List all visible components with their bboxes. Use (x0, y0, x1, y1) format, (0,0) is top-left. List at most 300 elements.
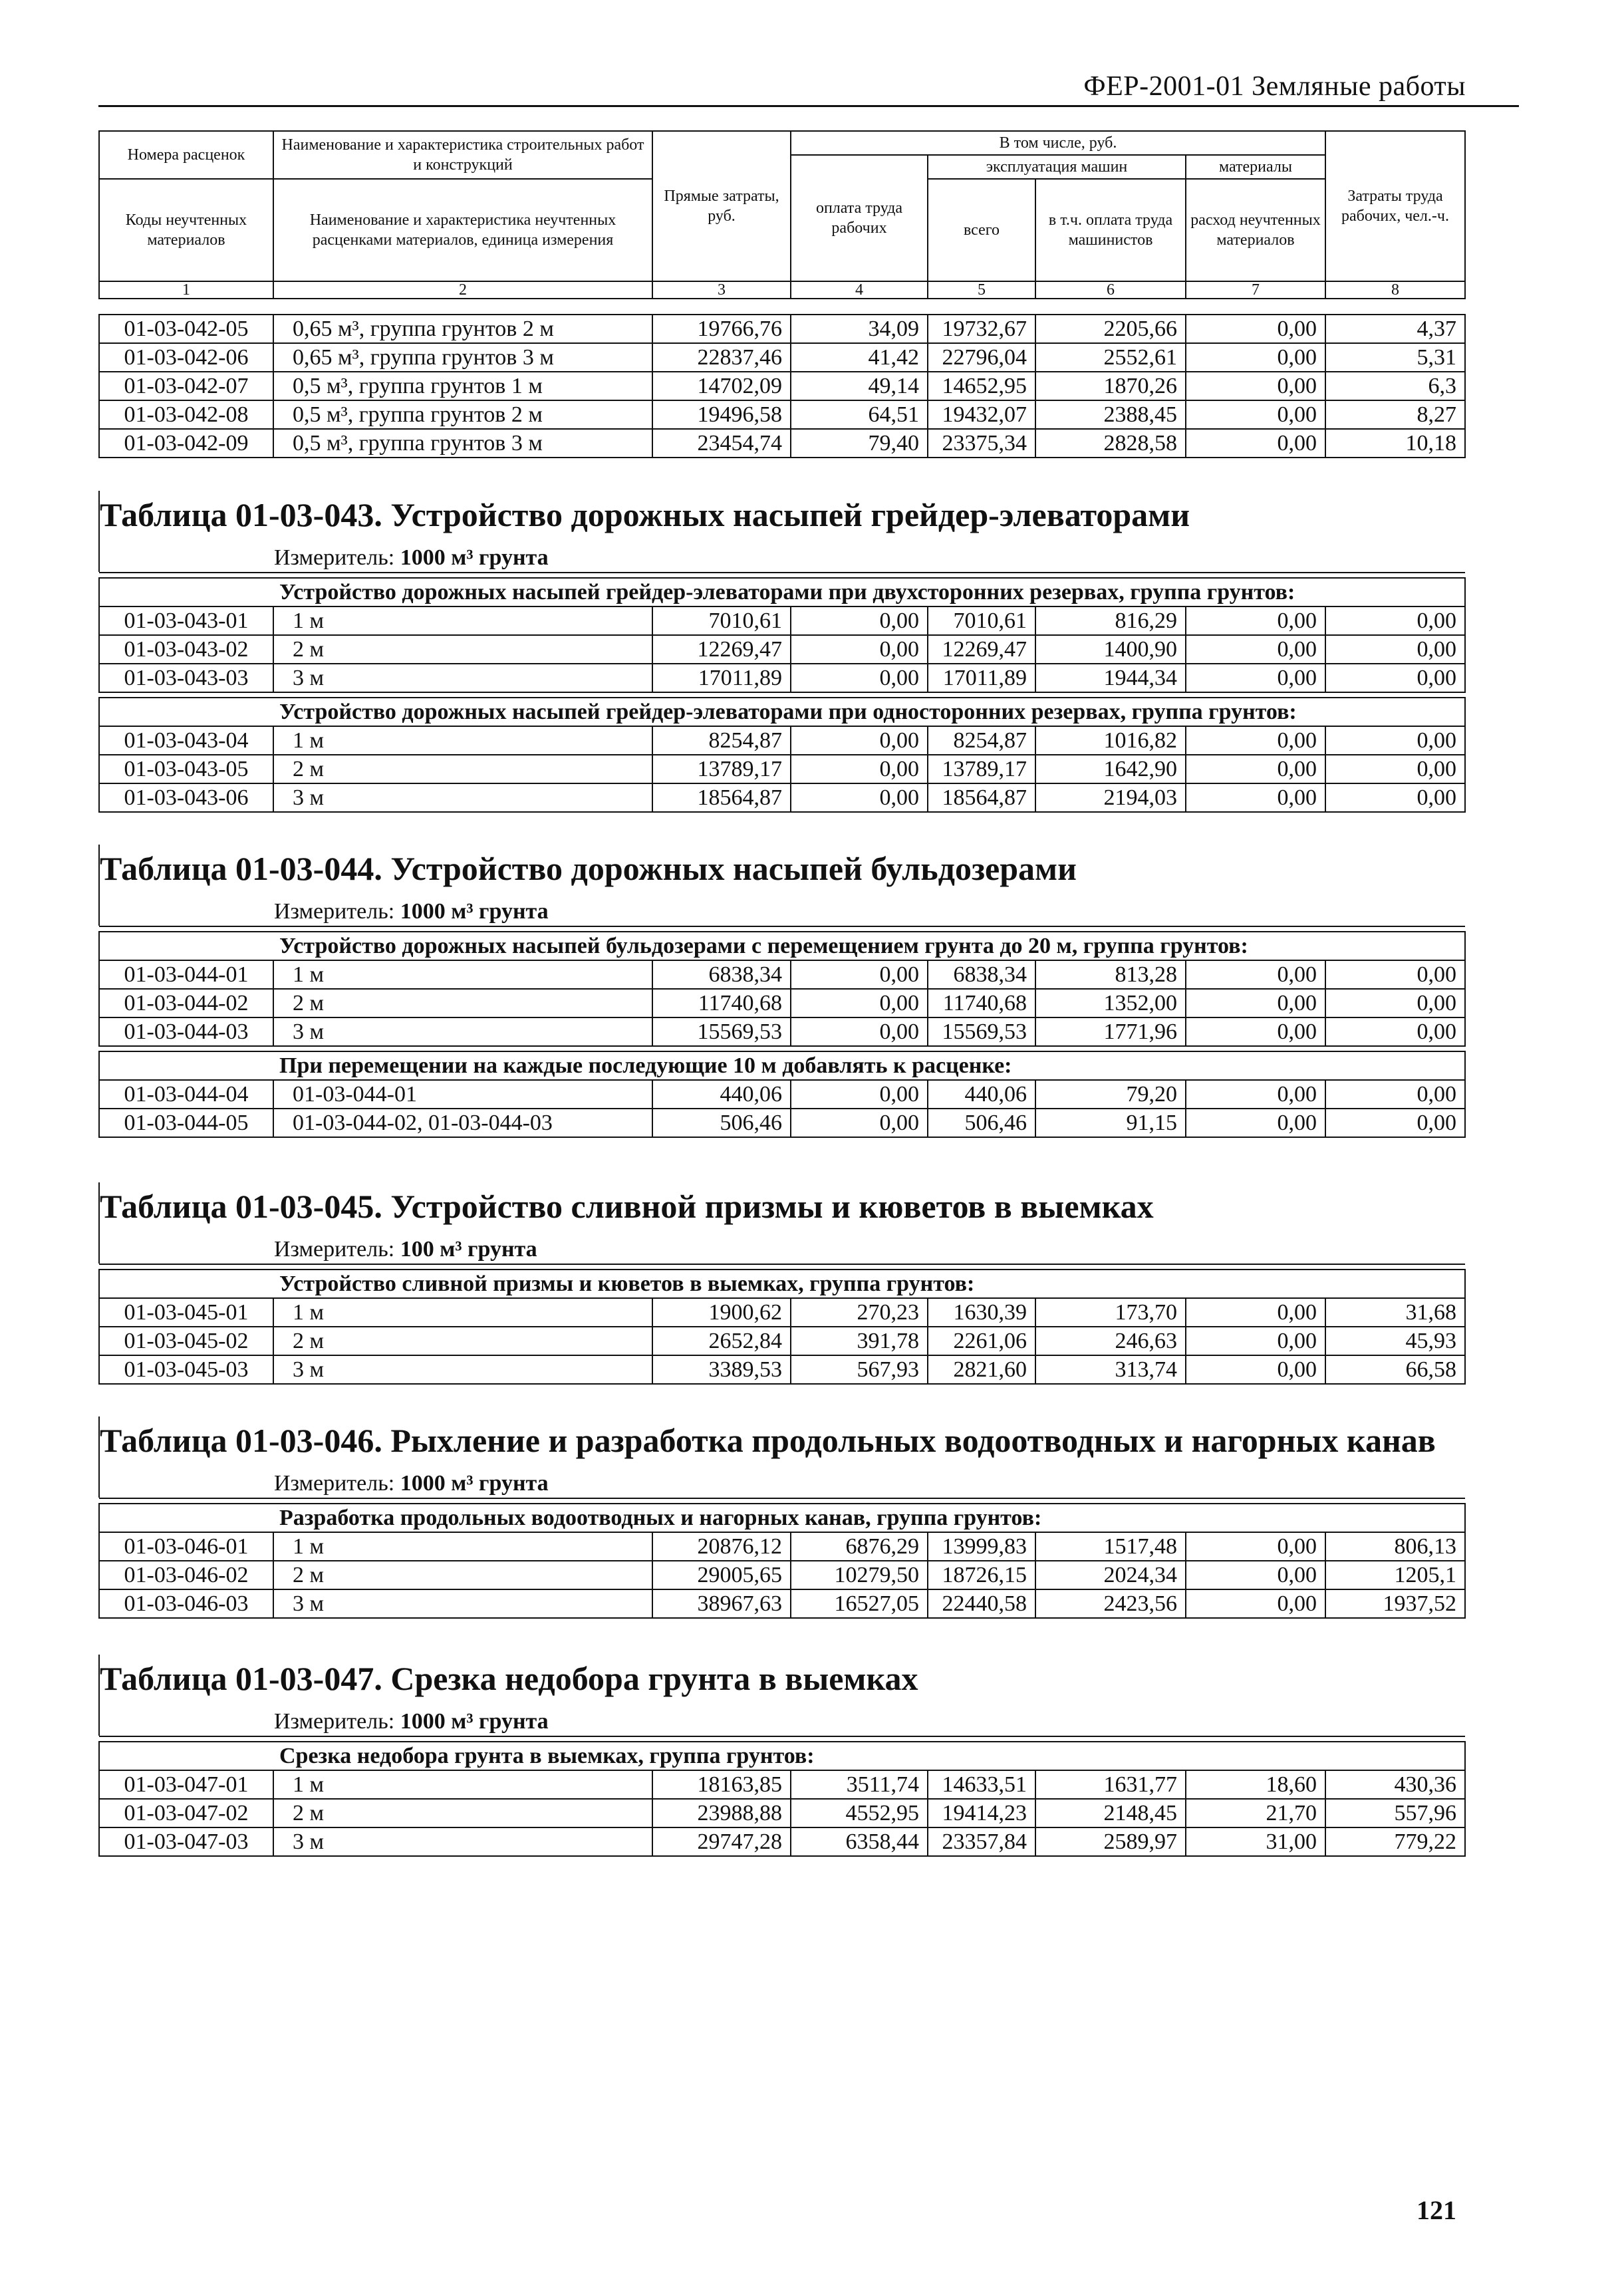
table-row (99, 315, 1465, 343)
rate-value: 18564,87 (652, 783, 791, 812)
rate-value: 0,00 (1325, 664, 1465, 692)
table-title: Таблица 01-03-044. Устройство дорожных насыпей бульдозерами (98, 845, 1464, 892)
rate-value: 5,31 (1325, 343, 1465, 372)
header-col7: расход неучтенных материалов (1186, 179, 1325, 281)
rate-value: 1870,26 (1035, 372, 1186, 400)
rate-value: 23454,74 (652, 429, 791, 458)
header-materials: материалы (1186, 155, 1325, 179)
table-row (99, 755, 1465, 783)
rate-table (98, 926, 1466, 1138)
rate-value: 567,93 (791, 1355, 928, 1384)
rate-code: 01-03-042-08 (99, 400, 273, 429)
rate-value: 0,00 (1186, 400, 1325, 429)
rate-value: 6876,29 (791, 1532, 928, 1561)
rate-value: 41,42 (791, 343, 928, 372)
rate-value: 1205,1 (1325, 1561, 1465, 1589)
rate-table-block (98, 1416, 1464, 1619)
section-rule (99, 1498, 1465, 1504)
rate-name: 1 м (273, 606, 652, 635)
rate-value: 0,00 (791, 1017, 928, 1046)
rate-name: 2 м (273, 1561, 652, 1589)
column-number-row (99, 281, 1465, 299)
rate-value: 6838,34 (928, 960, 1035, 989)
section-header-row (99, 1051, 1465, 1080)
rate-value: 29005,65 (652, 1561, 791, 1589)
section-rule (99, 926, 1465, 932)
rate-code: 01-03-042-09 (99, 429, 273, 458)
top-rows-table (98, 314, 1466, 458)
rate-name: 0,5 м³, группа грунтов 3 м (273, 429, 652, 458)
rate-value: 1352,00 (1035, 989, 1186, 1017)
rate-value: 1016,82 (1035, 726, 1186, 755)
rate-table-block (98, 1182, 1464, 1385)
rate-value: 1771,96 (1035, 1017, 1186, 1046)
rate-value: 22796,04 (928, 343, 1035, 372)
rate-code: 01-03-046-03 (99, 1589, 273, 1618)
rate-value: 816,29 (1035, 606, 1186, 635)
table-row (99, 664, 1465, 692)
rate-value: 38967,63 (652, 1589, 791, 1618)
rate-value: 0,00 (1186, 1327, 1325, 1355)
rate-value: 1517,48 (1035, 1532, 1186, 1561)
rate-code: 01-03-042-06 (99, 343, 273, 372)
rate-code: 01-03-046-01 (99, 1532, 273, 1561)
rate-code: 01-03-044-03 (99, 1017, 273, 1046)
rate-value: 19732,67 (928, 315, 1035, 343)
rate-value: 430,36 (1325, 1770, 1465, 1799)
rate-code: 01-03-044-01 (99, 960, 273, 989)
rate-value: 15569,53 (652, 1017, 791, 1046)
rate-value: 1631,77 (1035, 1770, 1186, 1799)
rate-value: 2423,56 (1035, 1589, 1186, 1618)
rate-value: 8,27 (1325, 400, 1465, 429)
rate-value: 79,40 (791, 429, 928, 458)
rate-code: 01-03-043-04 (99, 726, 273, 755)
rate-value: 0,00 (1186, 783, 1325, 812)
rate-value: 506,46 (652, 1109, 791, 1137)
rate-table (98, 1498, 1466, 1619)
rate-value: 7010,61 (652, 606, 791, 635)
table-title: Таблица 01-03-047. Срезка недобора грунта в выемках (98, 1655, 1464, 1702)
rate-value: 391,78 (791, 1327, 928, 1355)
rate-value: 0,00 (791, 783, 928, 812)
meter-label: Измеритель: (274, 899, 395, 924)
rate-value: 1642,90 (1035, 755, 1186, 783)
rate-value: 16527,05 (791, 1589, 928, 1618)
rate-value: 3511,74 (791, 1770, 928, 1799)
rate-name: 01-03-044-01 (273, 1080, 652, 1109)
rate-code: 01-03-046-02 (99, 1561, 273, 1589)
rate-value: 0,00 (1186, 960, 1325, 989)
column-number: 8 (1325, 281, 1465, 299)
table-row (99, 1298, 1465, 1327)
rate-value: 19766,76 (652, 315, 791, 343)
rate-code: 01-03-042-07 (99, 372, 273, 400)
table-row (99, 1589, 1465, 1618)
rate-value: 0,00 (1186, 755, 1325, 783)
section-header-row (99, 698, 1465, 726)
table-row (99, 1799, 1465, 1827)
rate-value: 0,00 (1325, 726, 1465, 755)
rate-value: 7010,61 (928, 606, 1035, 635)
rate-value: 23375,34 (928, 429, 1035, 458)
rate-value: 22440,58 (928, 1589, 1035, 1618)
rate-value: 2148,45 (1035, 1799, 1186, 1827)
header-col8: Затраты труда рабочих, чел.-ч. (1325, 131, 1465, 281)
header-col1-bottom: Коды неучтенных материалов (99, 179, 273, 281)
rate-value: 14652,95 (928, 372, 1035, 400)
section-rule (99, 1736, 1465, 1742)
rate-value: 1944,34 (1035, 664, 1186, 692)
table-meter (98, 1230, 1464, 1264)
table-row (99, 783, 1465, 812)
rate-code: 01-03-044-02 (99, 989, 273, 1017)
rate-value: 22837,46 (652, 343, 791, 372)
section-header-row (99, 1742, 1465, 1770)
rate-value: 2388,45 (1035, 400, 1186, 429)
rate-value: 8254,87 (928, 726, 1035, 755)
header-col2-bottom: Наименование и характеристика неучтенных расценками материалов, единица измерения (273, 179, 652, 281)
rate-value: 79,20 (1035, 1080, 1186, 1109)
section-rule (99, 1046, 1465, 1051)
rate-value: 45,93 (1325, 1327, 1465, 1355)
table-row (99, 989, 1465, 1017)
rate-value: 91,15 (1035, 1109, 1186, 1137)
column-number: 2 (273, 281, 652, 299)
rate-code: 01-03-044-05 (99, 1109, 273, 1137)
rate-value: 806,13 (1325, 1532, 1465, 1561)
table-meter (98, 1702, 1464, 1736)
rate-value: 19432,07 (928, 400, 1035, 429)
section-rule (99, 573, 1465, 578)
rate-value: 10,18 (1325, 429, 1465, 458)
rate-name: 0,5 м³, группа грунтов 1 м (273, 372, 652, 400)
rate-value: 21,70 (1186, 1799, 1325, 1827)
rate-code: 01-03-045-02 (99, 1327, 273, 1355)
rate-value: 4,37 (1325, 315, 1465, 343)
rate-value: 0,00 (791, 1109, 928, 1137)
rate-value: 246,63 (1035, 1327, 1186, 1355)
table-title: Таблица 01-03-045. Устройство сливной призмы и кюветов в выемках (98, 1182, 1464, 1230)
table-row (99, 960, 1465, 989)
section-header-row (99, 932, 1465, 960)
rate-value: 440,06 (928, 1080, 1035, 1109)
rate-table (98, 1736, 1466, 1857)
rate-value: 2828,58 (1035, 429, 1186, 458)
rate-value: 2194,03 (1035, 783, 1186, 812)
rate-name: 2 м (273, 989, 652, 1017)
rate-value: 0,00 (1186, 1298, 1325, 1327)
section-label: Устройство сливной призмы и кюветов в выемках, группа грунтов: (99, 1270, 1465, 1298)
rate-name: 1 м (273, 726, 652, 755)
table-row (99, 635, 1465, 664)
rate-name: 1 м (273, 1532, 652, 1561)
rate-value: 11740,68 (652, 989, 791, 1017)
rate-value: 0,00 (791, 606, 928, 635)
rate-value: 64,51 (791, 400, 928, 429)
meter-value: 1000 м³ грунта (400, 545, 549, 570)
column-number: 5 (928, 281, 1035, 299)
rate-name: 1 м (273, 1770, 652, 1799)
table-row (99, 1561, 1465, 1589)
rate-value: 0,00 (1325, 783, 1465, 812)
rate-value: 12269,47 (652, 635, 791, 664)
rate-value: 313,74 (1035, 1355, 1186, 1384)
rate-value: 18163,85 (652, 1770, 791, 1799)
rate-value: 0,00 (1186, 372, 1325, 400)
section-header-row (99, 1504, 1465, 1532)
section-label: Устройство дорожных насыпей грейдер-элеваторами при двухсторонних резервах, группа грунтов: (99, 578, 1465, 606)
rate-table (98, 1264, 1466, 1385)
rate-value: 4552,95 (791, 1799, 928, 1827)
rate-value: 23357,84 (928, 1827, 1035, 1856)
table-title: Таблица 01-03-046. Рыхление и разработка продольных водоотводных и нагорных канав (98, 1416, 1464, 1464)
rate-value: 23988,88 (652, 1799, 791, 1827)
rate-name: 2 м (273, 755, 652, 783)
table-row (99, 1017, 1465, 1046)
rate-name: 3 м (273, 1827, 652, 1856)
rate-value: 13789,17 (928, 755, 1035, 783)
rate-name: 3 м (273, 664, 652, 692)
section-label: Устройство дорожных насыпей грейдер-элеваторами при односторонних резервах, группа грунтов: (99, 698, 1465, 726)
rate-code: 01-03-045-01 (99, 1298, 273, 1327)
column-number: 1 (99, 281, 273, 299)
rate-code: 01-03-043-05 (99, 755, 273, 783)
rate-value: 49,14 (791, 372, 928, 400)
rate-value: 779,22 (1325, 1827, 1465, 1856)
table-row (99, 1355, 1465, 1384)
rate-name: 0,5 м³, группа грунтов 2 м (273, 400, 652, 429)
rate-code: 01-03-043-06 (99, 783, 273, 812)
rate-value: 0,00 (791, 755, 928, 783)
section-rule (99, 1264, 1465, 1270)
rate-value: 0,00 (1186, 1109, 1325, 1137)
rate-value: 440,06 (652, 1080, 791, 1109)
table-row (99, 1327, 1465, 1355)
rate-value: 19414,23 (928, 1799, 1035, 1827)
rate-value: 15569,53 (928, 1017, 1035, 1046)
rate-value: 0,00 (1325, 1109, 1465, 1137)
column-number: 6 (1035, 281, 1186, 299)
rate-value: 2821,60 (928, 1355, 1035, 1384)
rate-value: 0,00 (1325, 635, 1465, 664)
rate-name: 0,65 м³, группа грунтов 3 м (273, 343, 652, 372)
meter-label: Измеритель: (274, 545, 395, 570)
rate-code: 01-03-043-03 (99, 664, 273, 692)
header-col2-top: Наименование и характеристика строительных работ и конструкций (273, 131, 652, 179)
rate-table-block (98, 845, 1464, 1138)
rate-code: 01-03-043-02 (99, 635, 273, 664)
rate-table (98, 572, 1466, 813)
section-header-row (99, 578, 1465, 606)
table-row (99, 372, 1465, 400)
table-row (99, 726, 1465, 755)
header-col1-top: Номера расценок (99, 131, 273, 179)
rate-value: 1400,90 (1035, 635, 1186, 664)
rate-value: 0,00 (1186, 1589, 1325, 1618)
rate-value: 0,00 (1186, 343, 1325, 372)
rate-value: 0,00 (791, 664, 928, 692)
rate-value: 0,00 (791, 1080, 928, 1109)
header-col4: оплата труда рабочих (791, 155, 928, 281)
page-header (98, 67, 1519, 107)
table-meter (98, 892, 1464, 926)
rate-code: 01-03-047-03 (99, 1827, 273, 1856)
rate-value: 31,68 (1325, 1298, 1465, 1327)
rate-value: 0,00 (1186, 1355, 1325, 1384)
rate-value: 19496,58 (652, 400, 791, 429)
meter-label: Измеритель: (274, 1471, 395, 1496)
table-row (99, 1109, 1465, 1137)
table-meter (98, 1464, 1464, 1498)
rate-value: 0,00 (791, 726, 928, 755)
rate-value: 0,00 (791, 989, 928, 1017)
rate-value: 0,00 (1186, 989, 1325, 1017)
meter-value: 1000 м³ грунта (400, 1471, 549, 1496)
rate-name: 1 м (273, 1298, 652, 1327)
meter-label: Измеритель: (274, 1237, 395, 1262)
rate-code: 01-03-043-01 (99, 606, 273, 635)
rate-value: 0,00 (1325, 1080, 1465, 1109)
rate-value: 66,58 (1325, 1355, 1465, 1384)
table-row (99, 1827, 1465, 1856)
rate-value: 813,28 (1035, 960, 1186, 989)
rate-value: 34,09 (791, 315, 928, 343)
rate-value: 0,00 (1186, 606, 1325, 635)
rate-value: 0,00 (791, 960, 928, 989)
rate-value: 0,00 (1186, 1532, 1325, 1561)
rate-table-block (98, 1655, 1464, 1857)
rate-value: 11740,68 (928, 989, 1035, 1017)
rate-value: 0,00 (1325, 960, 1465, 989)
rate-value: 2205,66 (1035, 315, 1186, 343)
rate-value: 2261,06 (928, 1327, 1035, 1355)
rate-value: 6,3 (1325, 372, 1465, 400)
column-header-table (98, 130, 1466, 299)
rate-value: 17011,89 (928, 664, 1035, 692)
rate-value: 0,00 (1325, 1017, 1465, 1046)
rate-value: 0,00 (1186, 315, 1325, 343)
rate-value: 0,00 (1186, 1080, 1325, 1109)
rate-value: 13999,83 (928, 1532, 1035, 1561)
header-col6: в т.ч. оплата труда машинистов (1035, 179, 1186, 281)
table-row (99, 1770, 1465, 1799)
rate-name: 2 м (273, 1799, 652, 1827)
rate-value: 8254,87 (652, 726, 791, 755)
rate-code: 01-03-045-03 (99, 1355, 273, 1384)
header-col3: Прямые затраты, руб. (652, 131, 791, 281)
rate-value: 6838,34 (652, 960, 791, 989)
section-label: Устройство дорожных насыпей бульдозерами с перемещением грунта до 20 м, группа грунтов: (99, 932, 1465, 960)
rate-value: 14633,51 (928, 1770, 1035, 1799)
rate-value: 1630,39 (928, 1298, 1035, 1327)
section-label: Разработка продольных водоотводных и нагорных канав, группа грунтов: (99, 1504, 1465, 1532)
table-row (99, 1080, 1465, 1109)
rate-value: 31,00 (1186, 1827, 1325, 1856)
column-number: 7 (1186, 281, 1325, 299)
header-in-total: В том числе, руб. (791, 131, 1325, 155)
rate-value: 18,60 (1186, 1770, 1325, 1799)
table-row (99, 606, 1465, 635)
rate-code: 01-03-044-04 (99, 1080, 273, 1109)
rate-name: 2 м (273, 635, 652, 664)
rate-value: 14702,09 (652, 372, 791, 400)
rate-code: 01-03-047-02 (99, 1799, 273, 1827)
header-col5: всего (928, 179, 1035, 281)
rate-name: 2 м (273, 1327, 652, 1355)
column-number: 4 (791, 281, 928, 299)
rate-value: 0,00 (1186, 664, 1325, 692)
rate-code: 01-03-047-01 (99, 1770, 273, 1799)
table-row (99, 400, 1465, 429)
rate-name: 3 м (273, 1017, 652, 1046)
rate-value: 0,00 (1186, 1561, 1325, 1589)
rate-value: 1900,62 (652, 1298, 791, 1327)
rate-name: 01-03-044-02, 01-03-044-03 (273, 1109, 652, 1137)
rate-value: 2652,84 (652, 1327, 791, 1355)
meter-value: 1000 м³ грунта (400, 1709, 549, 1734)
rate-value: 12269,47 (928, 635, 1035, 664)
rate-name: 3 м (273, 1589, 652, 1618)
page-header-title: ФЕР-2001-01 Земляные работы (1083, 71, 1466, 102)
rate-value: 6358,44 (791, 1827, 928, 1856)
meter-label: Измеритель: (274, 1709, 395, 1734)
section-header-row (99, 1270, 1465, 1298)
rate-table-block (98, 491, 1464, 813)
section-label: Срезка недобора грунта в выемках, группа грунтов: (99, 1742, 1465, 1770)
table-title: Таблица 01-03-043. Устройство дорожных насыпей грейдер-элеваторами (98, 491, 1464, 539)
rate-value: 10279,50 (791, 1561, 928, 1589)
column-number: 3 (652, 281, 791, 299)
rate-value: 270,23 (791, 1298, 928, 1327)
page-number: 121 (1417, 2195, 1456, 2225)
section-label: При перемещении на каждые последующие 10 м добавлять к расценке: (99, 1051, 1465, 1080)
rate-name: 1 м (273, 960, 652, 989)
rate-value: 173,70 (1035, 1298, 1186, 1327)
rate-value: 0,00 (1186, 429, 1325, 458)
rate-name: 3 м (273, 783, 652, 812)
rate-value: 18564,87 (928, 783, 1035, 812)
rate-value: 2024,34 (1035, 1561, 1186, 1589)
table-meter (98, 539, 1464, 572)
rate-value: 0,00 (1186, 726, 1325, 755)
table-row (99, 1532, 1465, 1561)
rate-code: 01-03-042-05 (99, 315, 273, 343)
rate-value: 20876,12 (652, 1532, 791, 1561)
meter-value: 100 м³ грунта (400, 1237, 537, 1262)
rate-value: 506,46 (928, 1109, 1035, 1137)
rate-name: 0,65 м³, группа грунтов 2 м (273, 315, 652, 343)
rate-value: 13789,17 (652, 755, 791, 783)
rate-value: 0,00 (791, 635, 928, 664)
meter-value: 1000 м³ грунта (400, 899, 549, 924)
rate-value: 2589,97 (1035, 1827, 1186, 1856)
rate-value: 18726,15 (928, 1561, 1035, 1589)
section-rule (99, 692, 1465, 698)
header-machines: эксплуатация машин (928, 155, 1186, 179)
rate-value: 2552,61 (1035, 343, 1186, 372)
rate-value: 0,00 (1325, 606, 1465, 635)
table-row (99, 343, 1465, 372)
rate-value: 0,00 (1325, 755, 1465, 783)
rate-value: 1937,52 (1325, 1589, 1465, 1618)
table-row (99, 429, 1465, 458)
rate-value: 3389,53 (652, 1355, 791, 1384)
rate-value: 29747,28 (652, 1827, 791, 1856)
rate-value: 17011,89 (652, 664, 791, 692)
rate-value: 557,96 (1325, 1799, 1465, 1827)
rate-value: 0,00 (1325, 989, 1465, 1017)
